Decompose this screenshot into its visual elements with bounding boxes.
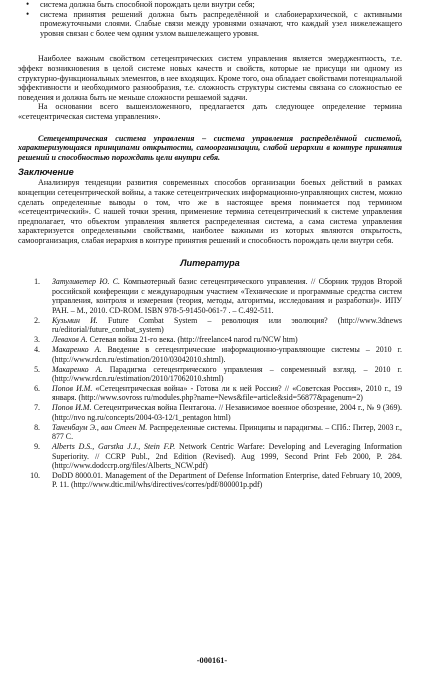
paragraph-emergence: Наиболее важным свойством сетецентрических систем управления является эмерджентность, т.е. эффект возникновения в целой системе новых качеств и свойств, которые не присущи ни одному из структурно-функциональных элементов, в нее входящих. Кроме того, она обладает свойствами потенциальной эффективности и необходимого разнообразия, т.е. сложность структуры системы связана со сложностью ее поведения и должна быть не меньше сложности решаемой задачи. <box>18 54 402 102</box>
reference-number: 4. <box>34 345 40 355</box>
reference-author: Левахов А. <box>52 335 88 345</box>
reference-text: Введение в сетецентрические информационно-управляющие системы – 2010 г. (http://www.rdcn.ru/estimation/2010/03042010.shtml). <box>52 345 402 364</box>
reference-item <box>18 403 402 422</box>
reference-number: 8. <box>34 422 40 432</box>
conclusion-paragraph: Анализируя тенденции развития современных способов организации боевых действий в рамках концепции сетецентрической войны, а также сетецентрических информационно-управляющих систем, можно сделать определенные выводы о том, что же в настоящее время понимается под термином «сетецентрический». С нашей точки зрения, применение термина сетецентрический к системе управления предполагает, что объектом управления является распределенная система, а сама система управления характеризуется определенными свойствами, наиболее важными из которых являются открытость, самоорганизация, слабая иерархия в контуре принятия решений и способность порождать цели внутри себя. <box>18 178 402 245</box>
reference-author: Попов И.М. <box>52 403 92 413</box>
definition-statement: Сетецентрическая система управления – система управления распределённой системой, характеризующаяся принципами открытости, самоорганизации, слабой иерархии в контуре принятия решений и способностью порождать цели внутри себя. <box>18 133 402 162</box>
conclusion-heading: Заключение <box>18 167 74 178</box>
reference-text: Network Centric Warfare: Developing and Leveraging Information Superiority. // CCRP Publ., 2nd Edition (Revised). Aug 1999, Second Print Feb 2000, P. 284. (http://www.dodccrp.org/files/Alberts_NCW.pdf) <box>52 442 402 470</box>
reference-item <box>18 442 402 470</box>
reference-author: Макаренко А. <box>52 345 102 355</box>
reference-item <box>18 365 402 384</box>
reference-author: Кузьмин И. <box>52 315 98 325</box>
reference-number: 1. <box>34 277 40 287</box>
reference-author: Макаренко А. <box>52 364 103 374</box>
reference-item <box>18 345 402 364</box>
list-item: • система должна быть способной порождать цели внутри себя; <box>40 0 402 10</box>
reference-text: Парадигма сетецентрического управления – современный взгляд. – 2010 г. (http://www.rdcn.ru/estimation/2010/17062010.shtml) <box>52 364 402 383</box>
reference-text: Распределенные системы. Принципы и парадигмы. – СПб.: Питер, 2003 г., 877 С. <box>52 422 402 442</box>
reference-item <box>18 423 402 442</box>
reference-item <box>18 471 402 490</box>
references-list <box>18 277 402 489</box>
reference-author: Затуливетер Ю. С. <box>52 277 121 287</box>
references-heading: Литература <box>180 258 240 269</box>
reference-item <box>18 277 402 315</box>
reference-text: «Сетецентрическая война» - Готова ли к ней Россия? // «Советская Россия», 2010 г., 19 января. (http://www.sovross ru/modules.php?name=News&file=article&sid=56877&pagenum=2) <box>52 383 402 403</box>
reference-author: Таненбаум Э., ван Стеен М. <box>52 422 148 432</box>
reference-number: 2. <box>34 315 40 325</box>
reference-text: Компьютерный базис сетецентрического управления. // Сборник трудов Второй российской конференции с международным участием «Технические и программные средства систем управления, контроля и измерения (теория, методы, алгоритмы, исследования и разработки)». ИПУ РАН. – М., 2010. CD-ROM. ISBN 978-5-91450-061-7 . – С.492-511. <box>52 277 402 315</box>
reference-item <box>18 316 402 335</box>
reference-number: 7. <box>34 403 40 413</box>
reference-number: 10. <box>30 470 40 480</box>
reference-number: 6. <box>34 383 40 393</box>
paragraph-definition-intro: На основании всего вышеизложенного, предлагается дать следующее определение термина «сетецентрическая система управления». <box>18 102 402 121</box>
reference-author: Попов И.М. <box>52 383 93 393</box>
list-item: • система принятия решений должна быть распределённой и слабоиерархической, с активными промежуточными слоями. Слабые связи между уровнями означают, что каждый узел нижележащего уровня связан с более чем одним узлом вышележащего уровня. <box>40 10 402 39</box>
requirements-list <box>18 0 402 38</box>
reference-number: 9. <box>34 442 40 452</box>
reference-text: Future Combat System – революция или эволюция? (http://www.3dnews ru/editorial/future_combat_system) <box>52 315 402 335</box>
reference-number: 5. <box>34 364 40 374</box>
reference-text: Сетевая война 21-го века. (http://freelance4 narod ru/NCW htm) <box>87 335 298 345</box>
reference-item <box>18 335 402 344</box>
page-number: -000161- <box>196 656 228 665</box>
reference-text: DoDD 8000.01. Management of the Department of Defense Information Enterprise, dated February 10, 2009, P. 11. (http://www.dtic.mil/whs/directives/corres/pdf/800001p.pdf) <box>52 470 402 490</box>
reference-item <box>18 384 402 403</box>
reference-number: 3. <box>34 335 40 345</box>
reference-author: Alberts D.S., Garstka J.J., Stein F.P. <box>52 442 176 452</box>
reference-text: Сетецентрическая война Пентагона. // Независимое военное обозрение, 2004 г., № 9 (369). (http://nvo ng.ru/concepts/2004-03-12/1_pentagon html) <box>52 403 402 422</box>
